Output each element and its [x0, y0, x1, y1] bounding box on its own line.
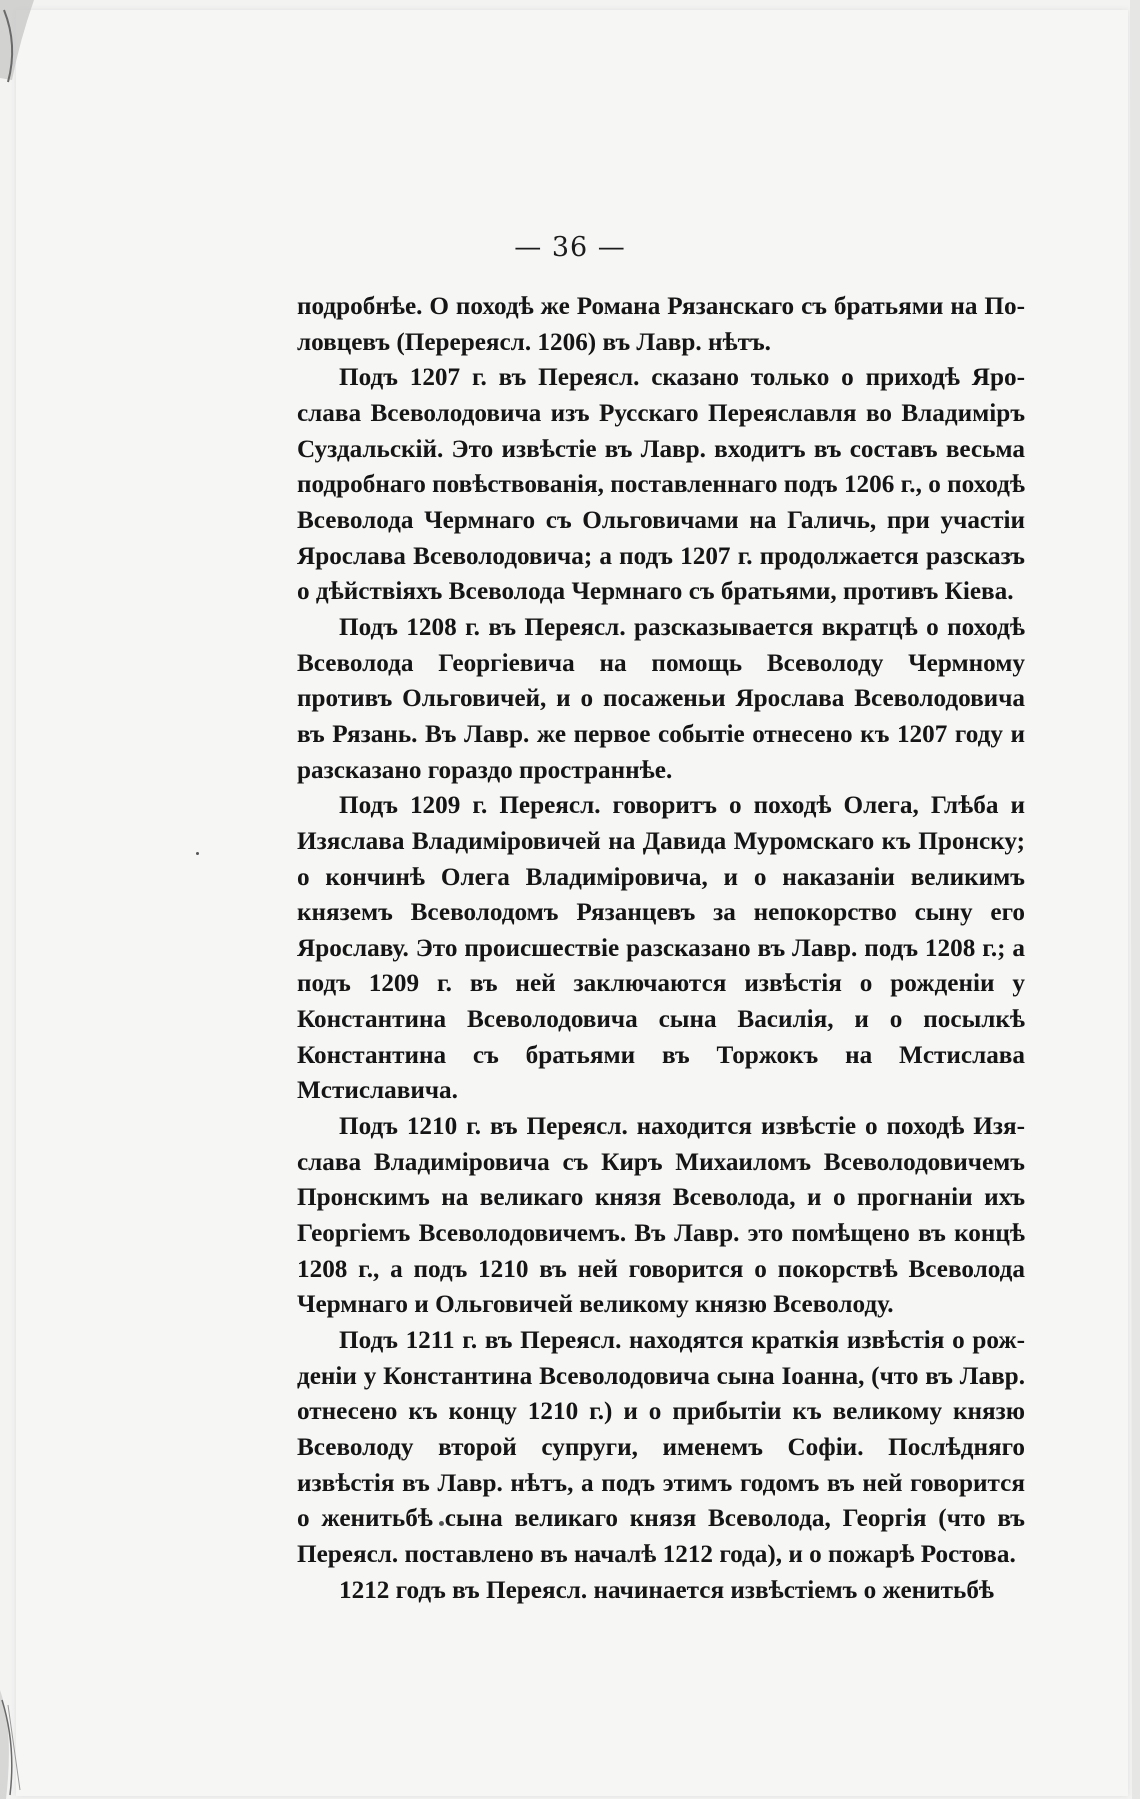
ink-speck: [196, 852, 199, 855]
paragraph: Подъ 1207 г. въ Переясл. сказано только о приходѣ Ярослава Всеволодовича изъ Русскаго Переяславля во Владиміръ Суздальскій. Это извѣстіе въ Лавр. входитъ въ составъ весьма подробнаго повѣствованія, поставленнаго подъ 1206 г., о походѣ Всеволода Чермнаго съ Ольговичами на Галичь, при участіи Ярослава Всеволодовича; а подъ 1207 г. продолжается разсказъ о дѣйствіяхъ Всеволода Чермнаго съ братьями, противъ Кіева.: [297, 364, 1025, 606]
paragraph: 1212 годъ въ Переясл. начинается извѣстіемъ о женитьбѣ: [339, 1576, 995, 1604]
paragraph: Подъ 1210 г. въ Переясл. находится извѣстіе о походѣ Изяслава Владиміровича съ Киръ Михаиломъ Всеволодовичемъ Пронскимъ на великаго князя Всеволода, и о прогнаніи ихъ Георгіемъ Всеволодовичемъ. Въ Лавр. это помѣщено въ концѣ 1208 г., а подъ 1210 въ ней говорится о покорствѣ Всеволода Чермнаго и Ольговичей великому князю Всеволоду.: [297, 1113, 1025, 1319]
paragraph: Подъ 1208 г. въ Переясл. разсказывается вкратцѣ о походѣ Всеволода Георгіевича на помощь Всеволоду Чермному противъ Ольговичей, и о посаженьи Ярослава Всеволодовича въ Рязань. Въ Лавр. же первое событіе отнесено къ 1207 году и разсказано гораздо пространнѣе.: [297, 613, 1025, 784]
paragraph: подробнѣе. О походѣ же Романа Рязанскаго съ братьями на Половцевъ (Перереясл. 1206) въ Лавр. нѣтъ.: [297, 293, 1025, 356]
paragraph: Подъ 1209 г. Переясл. говоритъ о походѣ Олега, Глѣба и Изяслава Владиміровичей на Давида Муромскаго къ Пронску; о кончинѣ Олега Владиміровича, и о наказаніи великимъ княземъ Всеволодомъ Рязанцевъ за непокорство сыну его Ярославу. Это происшествіе разсказано въ Лавр. подъ 1208 г.; а подъ 1209 г. въ ней заключаются извѣстія о рожденіи у Константина Всеволодовича сына Василія, и о посылкѣ Константина съ братьями въ Торжокъ на Мстислава Мстиславича.: [297, 792, 1025, 1105]
page-number: — 36 —: [514, 232, 626, 263]
paragraph: Подъ 1211 г. въ Переясл. находятся краткія извѣстія о рожденіи у Константина Всеволодовича сына Іоанна, (что въ Лавр. отнесено къ концу 1210 г.) и о прибытіи къ великому князю Всеволоду второй супруги, именемъ Софіи. Послѣдняго извѣстія въ Лавр. нѣтъ, а подъ этимъ годомъ въ ней говорится о женитьбѣ сына великаго князя Всеволода, Георгія (что въ Переясл. поставлено въ началѣ 1212 года), и о пожарѣ Ростова.: [297, 1327, 1025, 1568]
body-text: [297, 289, 1025, 1608]
